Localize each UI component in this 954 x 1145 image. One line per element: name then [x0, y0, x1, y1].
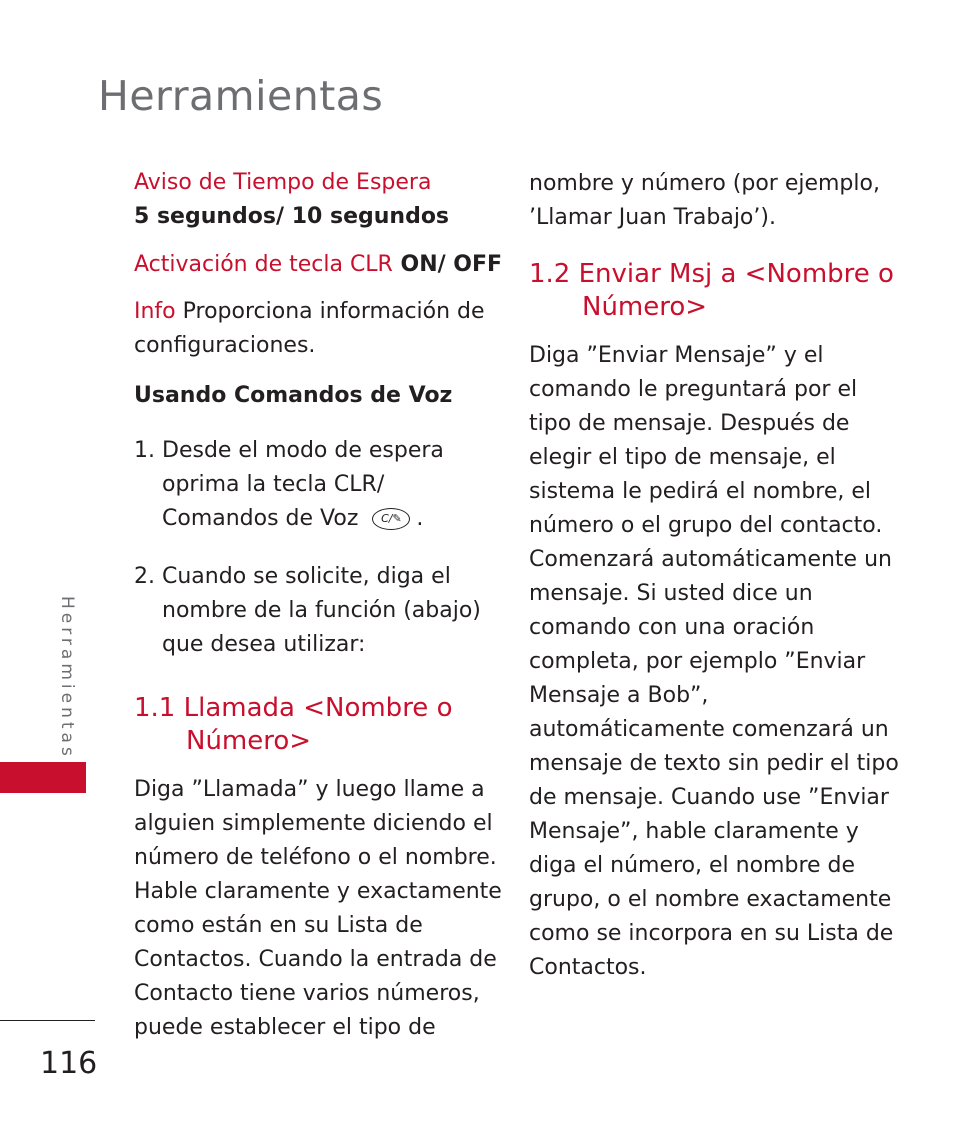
- body-line: número de teléfono o el nombre.: [134, 845, 497, 870]
- section-1-2-title: 1.2 Enviar Msj a <Nombre o: [529, 259, 894, 289]
- aviso-label: Aviso de Tiempo de Espera: [134, 170, 432, 195]
- body-line: como están en su Lista de: [134, 913, 423, 938]
- clr-value: ON/ OFF: [392, 252, 503, 277]
- info-description: Proporciona información de: [175, 299, 485, 324]
- step-2: [134, 560, 494, 670]
- step-1-number: 1.: [134, 438, 155, 463]
- section-1-1-title: 1.1 Llamada <Nombre o: [134, 693, 453, 723]
- voice-commands-heading: Usando Comandos de Voz: [134, 383, 453, 408]
- body-line: de mensaje. Cuando use ”Enviar: [529, 785, 889, 810]
- body-line: puede establecer el tipo de: [134, 1015, 436, 1040]
- section-1-2-body: [529, 339, 909, 985]
- step-2-line: Cuando se solicite, diga el: [162, 564, 451, 589]
- body-line: Contactos.: [529, 955, 647, 980]
- body-line: mensaje de texto sin pedir el tipo: [529, 751, 899, 776]
- body-line: diga el número, el nombre de: [529, 853, 856, 878]
- body-line: Diga ”Enviar Mensaje” y el: [529, 343, 824, 368]
- step-1-line: oprima la tecla CLR/: [162, 472, 385, 497]
- body-line: Diga ”Llamada” y luego llame a: [134, 777, 485, 802]
- step-1-period: .: [416, 506, 424, 531]
- continued-text: [529, 167, 899, 235]
- section-1-1-heading: [134, 692, 494, 758]
- aviso-value: 5 segundos/ 10 segundos: [134, 204, 450, 229]
- step-1-line: Comandos de Voz: [162, 506, 359, 531]
- body-line: sistema le pedirá el nombre, el: [529, 479, 872, 504]
- step-2-number: 2.: [134, 564, 155, 589]
- step-1: [134, 434, 494, 544]
- body-line: como se incorpora en su Lista de: [529, 921, 894, 946]
- clr-label: Activación de tecla CLR: [134, 252, 393, 277]
- body-line: completa, por ejemplo ”Enviar: [529, 649, 866, 674]
- body-line: Mensaje”, hable claramente y: [529, 819, 859, 844]
- section-1-2-heading: [529, 258, 909, 324]
- body-line: tipo de mensaje. Después de: [529, 411, 850, 436]
- body-line: grupo, o el nombre exactamente: [529, 887, 892, 912]
- body-line: ’Llamar Juan Trabajo’).: [529, 205, 776, 230]
- section-1-2-title-cont: Número>: [582, 292, 708, 322]
- section-1-1-body: [134, 773, 504, 1045]
- side-section-label: Herramientas: [57, 596, 77, 760]
- section-1-1-title-cont: Número>: [186, 726, 312, 756]
- info-setting: [134, 295, 514, 363]
- step-2-line: nombre de la función (abajo): [162, 598, 481, 623]
- body-line: Contactos. Cuando la entrada de: [134, 947, 497, 972]
- step-2-line: que desea utilizar:: [162, 632, 366, 657]
- body-line: Comenzará automáticamente un: [529, 547, 892, 572]
- page-number: 116: [40, 1046, 98, 1081]
- info-description-cont: configuraciones.: [134, 333, 316, 358]
- info-label: Info: [134, 299, 176, 324]
- step-1-line: Desde el modo de espera: [162, 438, 444, 463]
- body-line: Contacto tiene varios números,: [134, 981, 480, 1006]
- body-line: comando con una oración: [529, 615, 815, 640]
- body-line: mensaje. Si usted dice un: [529, 581, 813, 606]
- page-title: Herramientas: [98, 72, 384, 120]
- footer-divider: [0, 1020, 95, 1021]
- body-line: elegir el tipo de mensaje, el: [529, 445, 836, 470]
- body-line: automáticamente comenzará un: [529, 717, 889, 742]
- body-line: número o el grupo del contacto.: [529, 513, 883, 538]
- side-accent-bar: [0, 762, 86, 793]
- clr-setting: [134, 248, 514, 282]
- body-line: comando le preguntará por el: [529, 377, 858, 402]
- aviso-setting: [134, 166, 494, 234]
- body-line: nombre y número (por ejemplo,: [529, 171, 880, 196]
- body-line: Hable claramente y exactamente: [134, 879, 502, 904]
- body-line: alguien simplemente diciendo el: [134, 811, 493, 836]
- clr-voice-key-icon: C/✎: [372, 508, 410, 530]
- body-line: Mensaje a Bob”,: [529, 683, 709, 708]
